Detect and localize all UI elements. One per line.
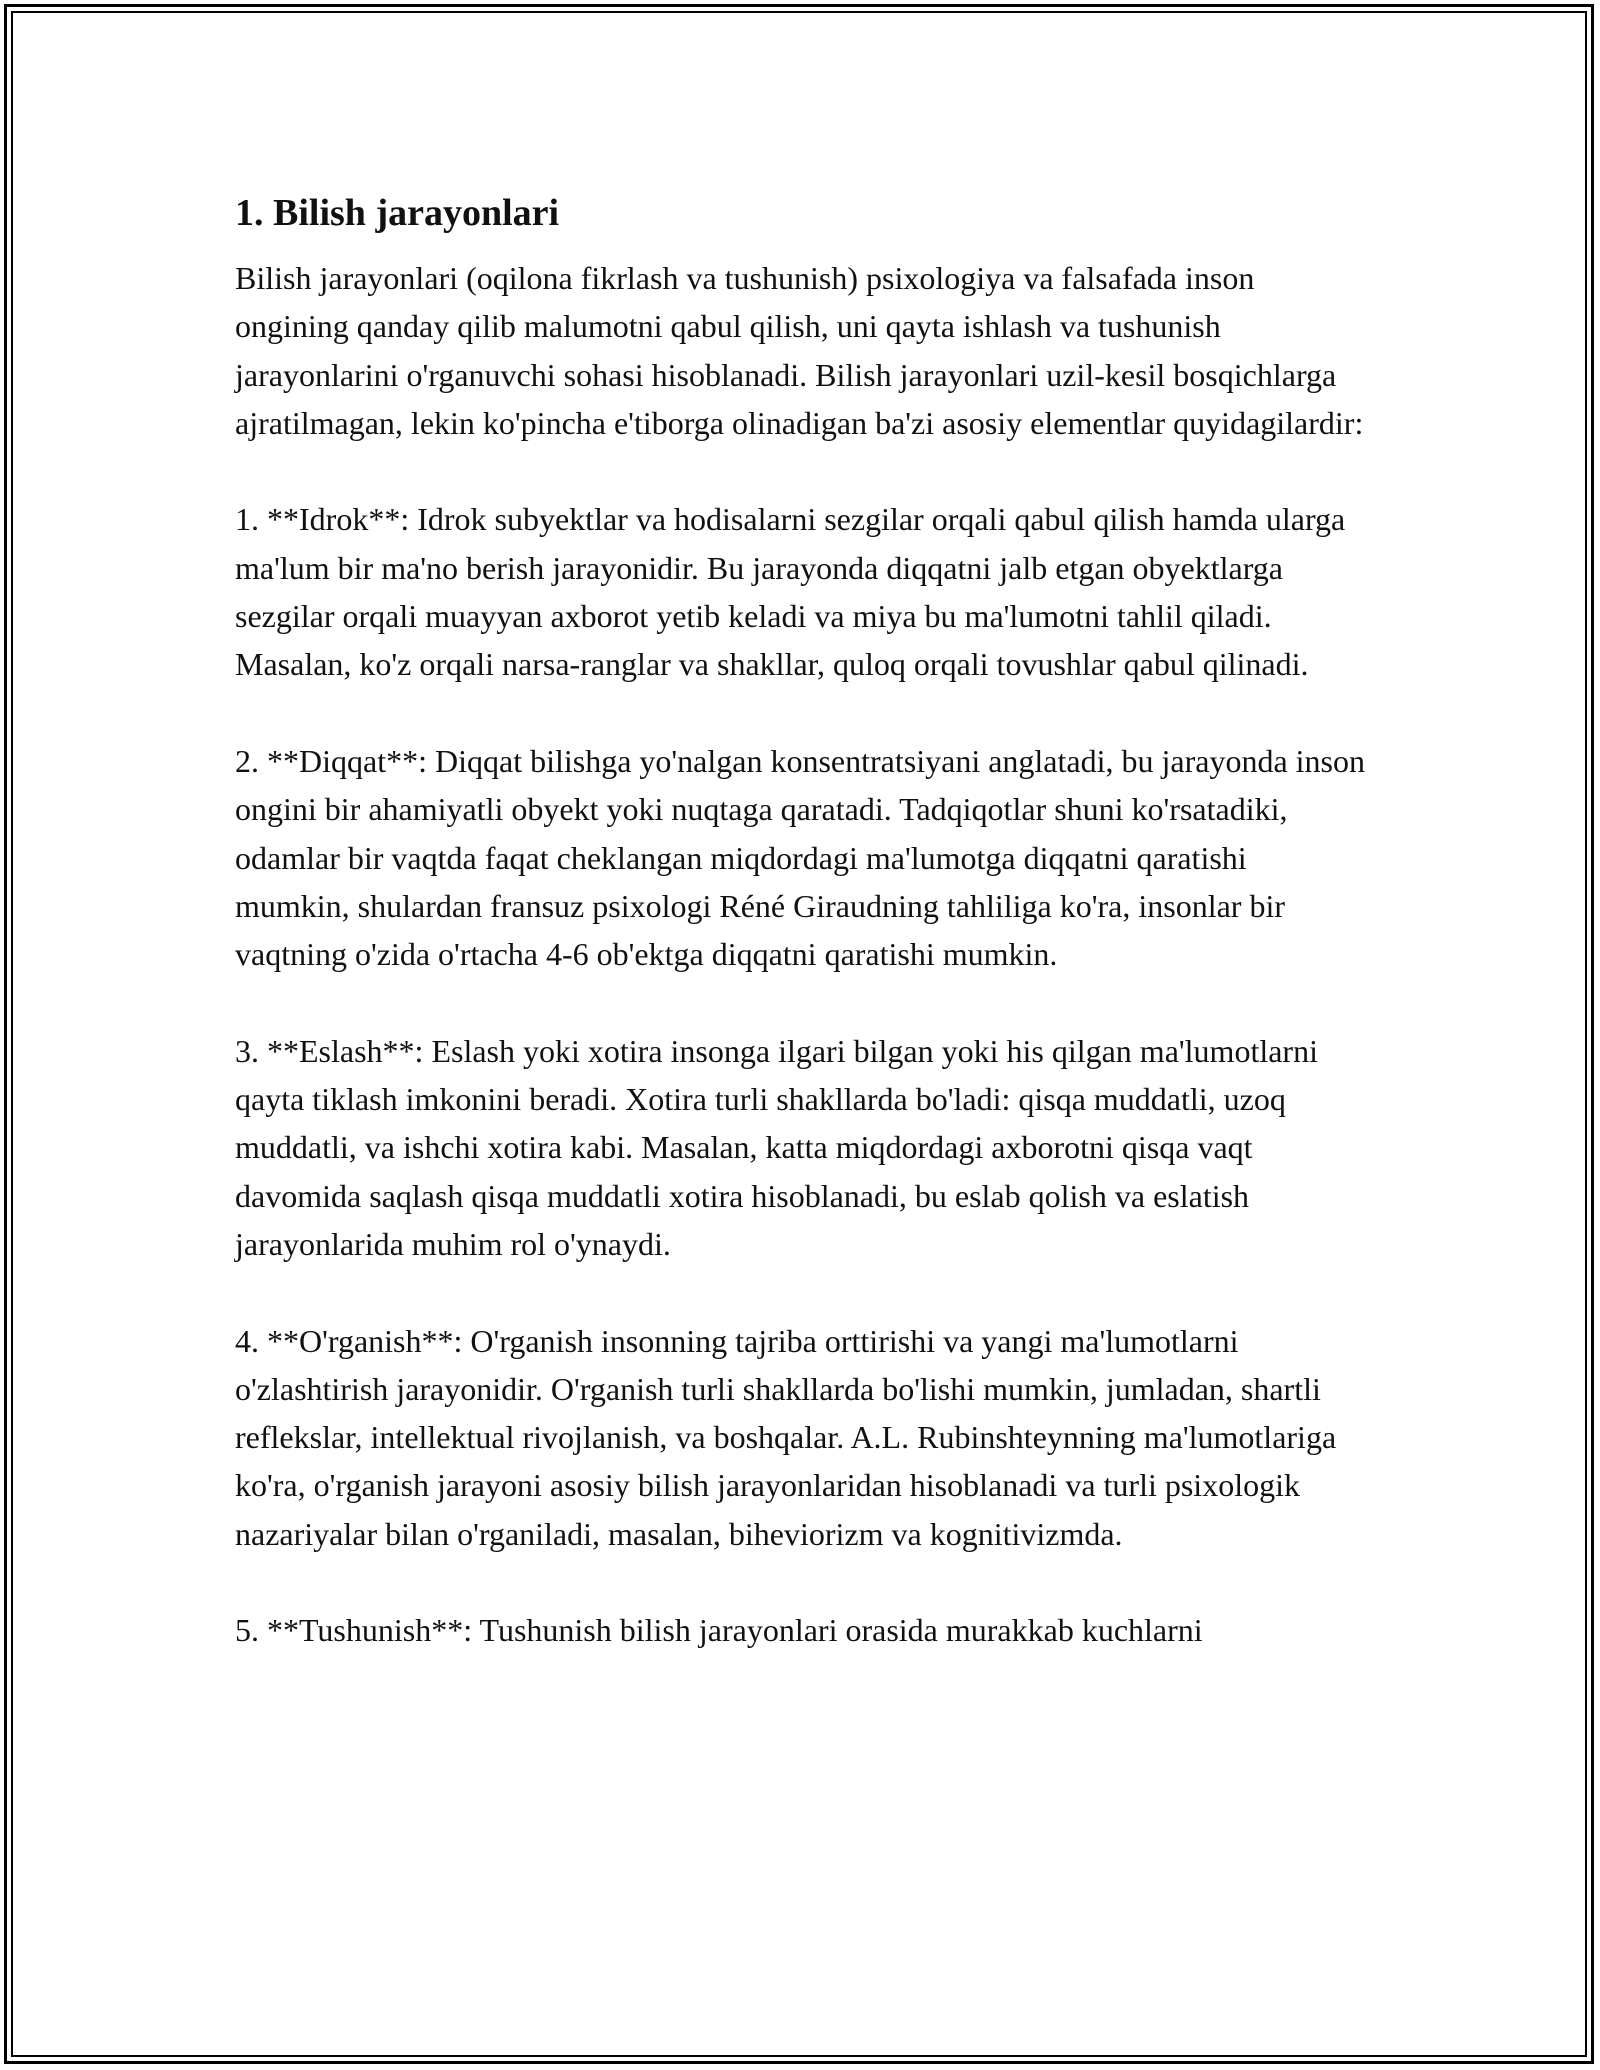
list-item-idrok: 1. **Idrok**: Idrok subyektlar va hodisalarni sezgilar orqali qabul qilish hamda ularga ma'lum bir ma'no berish jarayonidir. Bu jarayonda diqqatni jalb etgan obyektlarga sezgilar orqali muayyan axborot yetib keladi va miya bu ma'lumotni tahlil qiladi. Masalan, ko'z orqali narsa-ranglar va shakllar, quloq orqali tovushlar qabul qilinadi.: [235, 501, 1346, 683]
list-item-tushunish: 5. **Tushunish**: Tushunish bilish jarayonlari orasida murakkab kuchlarni: [235, 1612, 1203, 1649]
list-item-organish: 4. **O'rganish**: O'rganish insonning tajriba orttirishi va yangi ma'lumotlarni o'zlashtirish jarayonidir. O'rganish turli shakllarda bo'lishi mumkin, jumladan, shartli reflekslar, intellektual rivojlanish, va boshqalar. A.L. Rubinshteynning ma'lumotlariga ko'ra, o'rganish jarayoni asosiy bilish jarayonlaridan hisoblanadi va turli psixologik nazariyalar bilan o'rganiladi, masalan, biheviorizm va kognitivizmda.: [235, 1322, 1337, 1552]
intro-paragraph: Bilish jarayonlari (oqilona fikrlash va tushunish) psixologiya va falsafada inson ongining qanday qilib malumotni qabul qilish, uni qayta ishlash va tushunish jarayonlarini o'rganuvchi sohasi hisoblanadi. Bilish jarayonlari uzil-kesil bosqichlarga ajratilmagan, lekin ko'pincha e'tiborga olinadigan ba'zi asosiy elementlar quyidagilardir:: [235, 260, 1364, 441]
list-item-eslash: 3. **Eslash**: Eslash yoki xotira insonga ilgari bilgan yoki his qilgan ma'lumotlarni qayta tiklash imkonini beradi. Xotira turli shakllarda bo'ladi: qisqa muddatli, uzoq muddatli, va ishchi xotira kabi. Masalan, katta miqdordagi axborotni qisqa vaqt davomida saqlash qisqa muddatli xotira hisoblanadi, bu eslab qolish va eslatish jarayonlarida muhim rol o'ynaydi.: [235, 1032, 1318, 1262]
document-title: 1. Bilish jarayonlari: [235, 192, 560, 234]
document-body: [235, 184, 1365, 1655]
list-item-diqqat: 2. **Diqqat**: Diqqat bilishga yo'nalgan konsentratsiyani anglatadi, bu jarayonda inson ongini bir ahamiyatli obyekt yoki nuqtaga qaratadi. Tadqiqotlar shuni ko'rsatadiki, odamlar bir vaqtda faqat cheklangan miqdordagi ma'lumotga diqqatni qaratishi mumkin, shulardan fransuz psixologi Réné Giraudning tahliliga ko'ra, insonlar bir vaqtning o'zida o'rtacha 4-6 ob'ektga diqqatni qaratishi mumkin.: [235, 742, 1365, 973]
